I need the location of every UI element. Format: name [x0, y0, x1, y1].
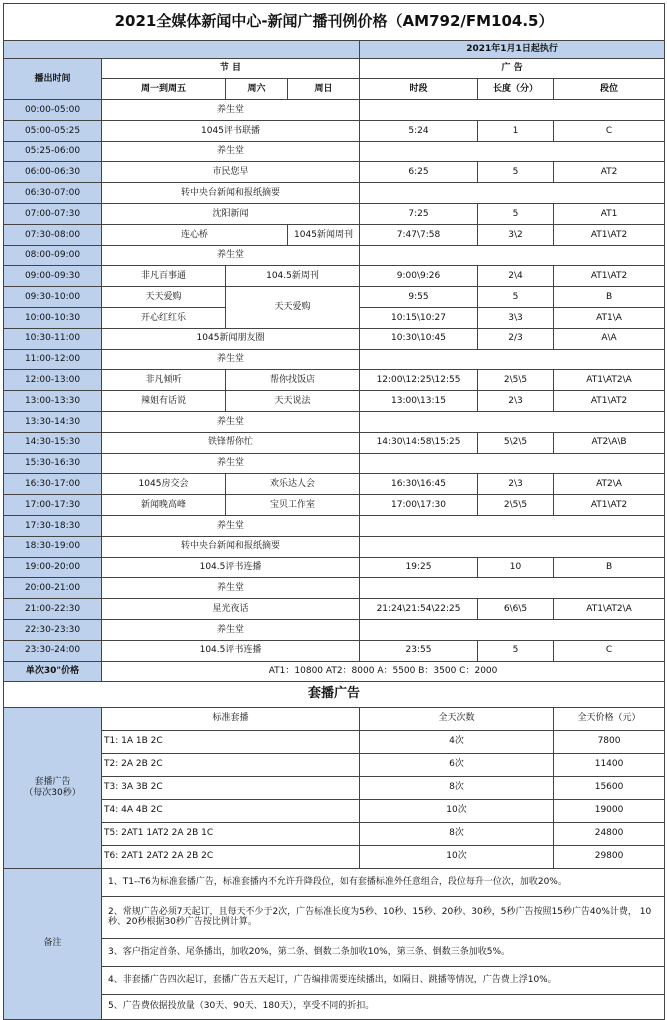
program-cell: 养生堂 [102, 619, 360, 640]
time-cell: 07:30-08:00 [4, 224, 102, 245]
package-name-cell: T1: 1A 1B 2C [102, 730, 360, 753]
table-row [4, 730, 665, 753]
table-row [4, 245, 665, 266]
empty-ad-cell [360, 536, 665, 557]
tier-cell: AT1\AT2 [554, 224, 665, 245]
package-name-cell: T6: 2AT1 2AT2 2A 2B 2C [102, 845, 360, 868]
program-cell: 养生堂 [102, 141, 360, 162]
slot-cell: 12:00\12:25\12:55 [360, 370, 478, 391]
program-cell: 铁锋帮你忙 [102, 432, 360, 453]
time-cell: 17:30-18:30 [4, 515, 102, 536]
price-table [3, 3, 665, 1020]
col-times: 全天次数 [360, 707, 554, 730]
header-slot: 时段 [360, 79, 478, 100]
note-item: 1、T1--T6为标准套播广告，标准套播内不允许升降段位，如有套播标准外任意组合，段位每升一位次，加收20%。 [102, 868, 665, 896]
date-spacer [4, 41, 360, 59]
program-cell: 养生堂 [102, 453, 360, 474]
package-heading: 套播广告 [4, 681, 665, 707]
table-row [4, 203, 665, 224]
time-cell: 08:00-09:00 [4, 245, 102, 266]
program-weekend-cell: 宝贝工作室 [226, 495, 360, 516]
program-cell: 1045评书联播 [102, 120, 360, 141]
table-row [4, 753, 665, 776]
time-cell: 15:30-16:30 [4, 453, 102, 474]
program-cell: 养生堂 [102, 411, 360, 432]
package-name-cell: T4: 4A 4B 2C [102, 799, 360, 822]
tier-cell: AT1\AT2 [554, 266, 665, 287]
table-row [4, 224, 665, 245]
table-row [4, 966, 665, 994]
tier-cell: B [554, 557, 665, 578]
package-times-cell: 6次 [360, 753, 554, 776]
table-row [4, 162, 665, 183]
table-row [4, 896, 665, 938]
time-cell: 09:30-10:00 [4, 287, 102, 308]
length-cell: 5 [478, 640, 554, 661]
length-cell: 2\5\5 [478, 370, 554, 391]
slot-cell: 9:00\9:26 [360, 266, 478, 287]
program-cell: 养生堂 [102, 245, 360, 266]
package-times-cell: 8次 [360, 822, 554, 845]
table-row [4, 822, 665, 845]
package-price-cell: 24800 [554, 822, 665, 845]
header-sunday: 周日 [288, 79, 360, 100]
tier-cell: AT1\A [554, 307, 665, 328]
package-times-cell: 10次 [360, 799, 554, 822]
package-price-cell: 15600 [554, 776, 665, 799]
slot-cell: 17:00\17:30 [360, 495, 478, 516]
table-row [4, 868, 665, 896]
table-row [4, 474, 665, 495]
note-item: 3、客户指定首条、尾条播出，加收20%，第二条、倒数二条加收10%，第三条、倒数三条加收5%。 [102, 938, 665, 966]
program-cell: 1045新闻朋友圈 [102, 328, 360, 349]
note-item: 2、常规广告必须7天起订，且每天不少于2次，广告标准长度为5秒、10秒、15秒、20秒、30秒，5秒广告按照15秒广告40%计费， 10秒、20秒根据30秒广告按比例计算。 [102, 896, 665, 938]
time-cell: 05:25-06:00 [4, 141, 102, 162]
empty-ad-cell [360, 619, 665, 640]
slot-cell: 23:55 [360, 640, 478, 661]
table-row [4, 432, 665, 453]
page-title: 2021全媒体新闻中心-新闻广播刊例价格（AM792/FM104.5） [4, 4, 665, 41]
empty-ad-cell [360, 100, 665, 121]
col-price: 全天价格（元） [554, 707, 665, 730]
length-cell: 2\4 [478, 266, 554, 287]
length-cell: 5 [478, 287, 554, 308]
program-cell: 市民您早 [102, 162, 360, 183]
slot-cell: 10:15\10:27 [360, 307, 478, 328]
length-cell: 2\3 [478, 474, 554, 495]
program-weekday-cell: 非凡百事通 [102, 266, 226, 287]
length-cell: 3\2 [478, 224, 554, 245]
table-row [4, 619, 665, 640]
col-standard: 标准套播 [102, 707, 360, 730]
table-row [4, 120, 665, 141]
length-cell: 3\3 [478, 307, 554, 328]
tier-cell: C [554, 640, 665, 661]
note-item: 4、非套播广告四次起订，套播广告五天起订，广告编排需要连续播出，如隔日、跳播等情况，广告费上浮10%。 [102, 966, 665, 994]
effective-date: 2021年1月1日起执行 [360, 41, 665, 59]
slot-cell: 7:25 [360, 203, 478, 224]
table-row [4, 141, 665, 162]
table-row [4, 100, 665, 121]
table-row [4, 599, 665, 620]
time-cell: 09:00-09:30 [4, 266, 102, 287]
tier-cell: C [554, 120, 665, 141]
package-side-subtitle: （每次30秒） [24, 787, 81, 798]
time-cell: 17:00-17:30 [4, 495, 102, 516]
program-weekday-cell: 非凡倾听 [102, 370, 226, 391]
header-length: 长度（分） [478, 79, 554, 100]
time-cell: 20:00-21:00 [4, 578, 102, 599]
header-broadcast-time: 播出时间 [4, 59, 102, 100]
tier-cell: AT2\A\B [554, 432, 665, 453]
program-weekday-cell: 天天爱购 [102, 287, 226, 308]
length-cell: 2\5\5 [478, 495, 554, 516]
program-cell: 104.5评书连播 [102, 557, 360, 578]
empty-ad-cell [360, 349, 665, 370]
program-cell: 养生堂 [102, 349, 360, 370]
package-name-cell: T5: 2AT1 1AT2 2A 2B 1C [102, 822, 360, 845]
program-weekend-cell: 天天说法 [226, 391, 360, 412]
program-weekend-cell: 104.5新周刊 [226, 266, 360, 287]
time-cell: 13:30-14:30 [4, 411, 102, 432]
program-weekend-cell: 1045新闻周刊 [288, 224, 360, 245]
slot-cell: 5:24 [360, 120, 478, 141]
package-times-cell: 4次 [360, 730, 554, 753]
table-row [4, 707, 665, 730]
length-cell: 5 [478, 162, 554, 183]
tier-cell: AT1\AT2\A [554, 370, 665, 391]
program-weekday-cell: 1045房交会 [102, 474, 226, 495]
program-weekend-cell: 天天爱购 [226, 287, 360, 329]
program-cell: 养生堂 [102, 515, 360, 536]
empty-ad-cell [360, 245, 665, 266]
table-row [4, 287, 665, 308]
time-cell: 16:30-17:00 [4, 474, 102, 495]
package-price-cell: 11400 [554, 753, 665, 776]
program-cell: 星光夜话 [102, 599, 360, 620]
table-row [4, 845, 665, 868]
program-weekday-cell: 开心红红乐 [102, 307, 226, 328]
time-cell: 00:00-05:00 [4, 100, 102, 121]
length-cell: 1 [478, 120, 554, 141]
table-row [4, 515, 665, 536]
time-cell: 06:00-06:30 [4, 162, 102, 183]
package-side-title: 套播广告 [34, 777, 71, 788]
package-price-cell: 7800 [554, 730, 665, 753]
program-cell: 转中央台新闻和报纸摘要 [102, 536, 360, 557]
time-cell: 23:30-24:00 [4, 640, 102, 661]
price-label: 单次30"价格 [4, 661, 102, 681]
table-row [4, 799, 665, 822]
notes-label: 备注 [4, 868, 102, 1019]
package-price-cell: 29800 [554, 845, 665, 868]
time-cell: 22:30-23:30 [4, 619, 102, 640]
time-cell: 21:00-22:30 [4, 599, 102, 620]
empty-ad-cell [360, 411, 665, 432]
length-cell: 5\2\5 [478, 432, 554, 453]
time-cell: 13:00-13:30 [4, 391, 102, 412]
tier-cell: AT2\A [554, 474, 665, 495]
header-weekday: 周一到周五 [102, 79, 226, 100]
table-row [4, 776, 665, 799]
package-price-cell: 19000 [554, 799, 665, 822]
empty-ad-cell [360, 183, 665, 204]
slot-cell: 16:30\16:45 [360, 474, 478, 495]
header-saturday: 周六 [226, 79, 288, 100]
slot-cell: 10:30\10:45 [360, 328, 478, 349]
table-row [4, 661, 665, 681]
table-row [4, 328, 665, 349]
table-row [4, 349, 665, 370]
table-row [4, 938, 665, 966]
time-cell: 05:00-05:25 [4, 120, 102, 141]
slot-cell: 14:30\14:58\15:25 [360, 432, 478, 453]
table-row [4, 183, 665, 204]
table-row [4, 681, 665, 707]
table-row [4, 495, 665, 516]
empty-ad-cell [360, 578, 665, 599]
tier-cell: B [554, 287, 665, 308]
table-row [4, 411, 665, 432]
program-weekday-cell: 新闻晚高峰 [102, 495, 226, 516]
table-row [4, 557, 665, 578]
time-cell: 12:00-13:00 [4, 370, 102, 391]
table-row [4, 391, 665, 412]
length-cell: 6\6\5 [478, 599, 554, 620]
package-times-cell: 10次 [360, 845, 554, 868]
table-row [4, 994, 665, 1019]
slot-cell: 19:25 [360, 557, 478, 578]
header-tier: 段位 [554, 79, 665, 100]
program-cell: 转中央台新闻和报纸摘要 [102, 183, 360, 204]
package-times-cell: 8次 [360, 776, 554, 799]
table-row [4, 453, 665, 474]
empty-ad-cell [360, 453, 665, 474]
time-cell: 14:30-15:30 [4, 432, 102, 453]
header-program: 节 目 [102, 59, 360, 79]
slot-cell: 13:00\13:15 [360, 391, 478, 412]
program-cell: 养生堂 [102, 100, 360, 121]
time-cell: 06:30-07:00 [4, 183, 102, 204]
program-weekday-cell: 辣姐有话说 [102, 391, 226, 412]
table-row [4, 370, 665, 391]
table-row [4, 640, 665, 661]
time-cell: 18:30-19:00 [4, 536, 102, 557]
length-cell: 2\3 [478, 391, 554, 412]
tier-cell: AT1\AT2 [554, 391, 665, 412]
program-weekday-cell: 连心桥 [102, 224, 288, 245]
length-cell: 5 [478, 203, 554, 224]
time-cell: 11:00-12:00 [4, 349, 102, 370]
price-sheet [3, 3, 664, 1020]
tier-cell: A\A [554, 328, 665, 349]
table-row [4, 536, 665, 557]
tier-cell: AT1\AT2\A [554, 599, 665, 620]
tier-cell: AT1\AT2 [554, 495, 665, 516]
slot-cell: 6:25 [360, 162, 478, 183]
time-cell: 10:00-10:30 [4, 307, 102, 328]
slot-cell: 7:47\7:58 [360, 224, 478, 245]
note-item: 5、广告费依据投放量（30天、90天、180天），享受不同的折扣。 [102, 994, 665, 1019]
package-name-cell: T3: 3A 3B 2C [102, 776, 360, 799]
tier-cell: AT2 [554, 162, 665, 183]
time-cell: 19:00-20:00 [4, 557, 102, 578]
program-cell: 沈阳新闻 [102, 203, 360, 224]
program-weekend-cell: 欢乐达人会 [226, 474, 360, 495]
table-row [4, 266, 665, 287]
time-cell: 07:00-07:30 [4, 203, 102, 224]
empty-ad-cell [360, 515, 665, 536]
length-cell: 10 [478, 557, 554, 578]
package-side-label [4, 707, 102, 868]
header-ad: 广 告 [360, 59, 665, 79]
slot-cell: 21:24\21:54\22:25 [360, 599, 478, 620]
length-cell: 2/3 [478, 328, 554, 349]
program-cell: 养生堂 [102, 578, 360, 599]
table-row [4, 578, 665, 599]
program-cell: 104.5评书连播 [102, 640, 360, 661]
slot-cell: 9:55 [360, 287, 478, 308]
price-table-body [4, 4, 665, 1020]
package-name-cell: T2: 2A 2B 2C [102, 753, 360, 776]
price-values: AT1：10800 AT2：8000 A：5500 B：3500 C：2000 [102, 661, 665, 681]
program-weekend-cell: 帮你找饭店 [226, 370, 360, 391]
empty-ad-cell [360, 141, 665, 162]
time-cell: 10:30-11:00 [4, 328, 102, 349]
tier-cell: AT1 [554, 203, 665, 224]
